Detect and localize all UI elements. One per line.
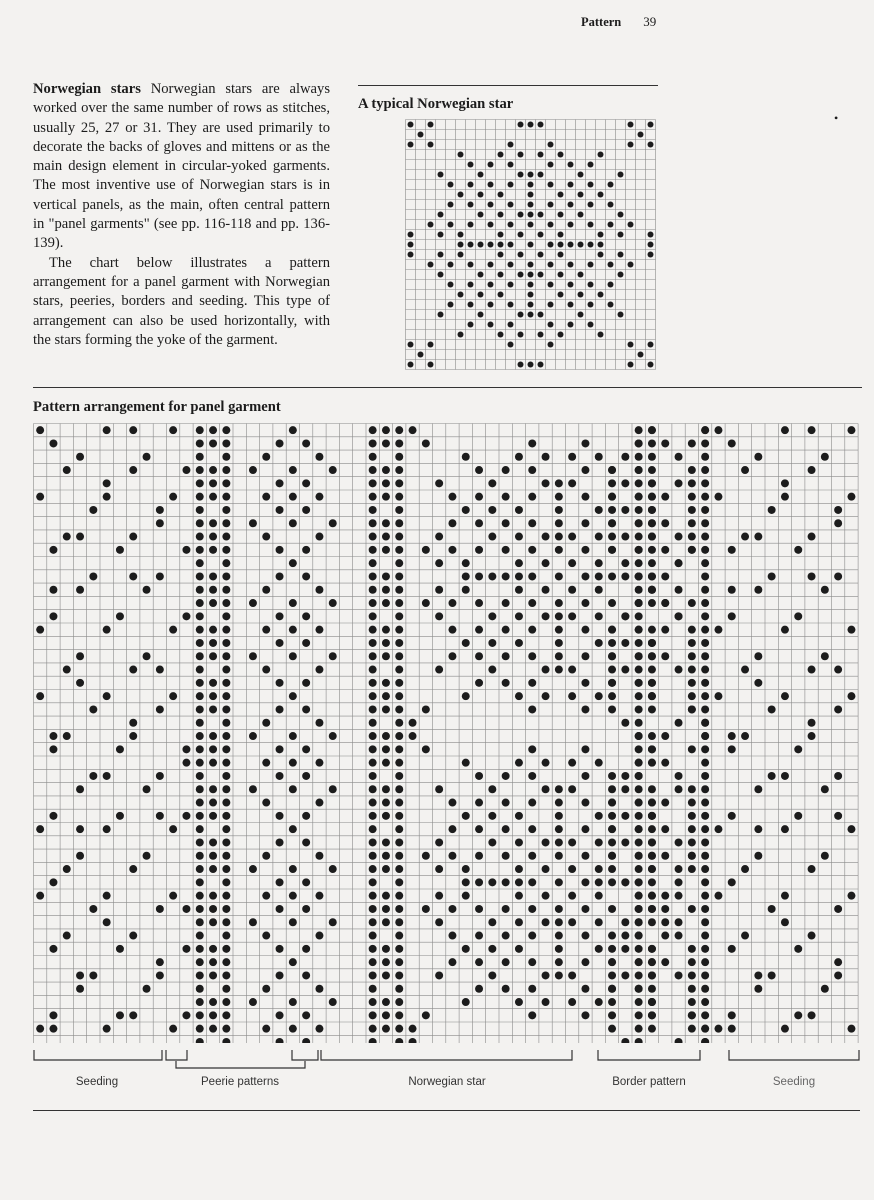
panel-chart-title: Pattern arrangement for panel garment bbox=[33, 399, 281, 415]
label-seeding-left: Seeding bbox=[75, 1076, 119, 1088]
bracket-seeding-right bbox=[729, 1050, 859, 1060]
intro-paragraph-2: The chart below illustrates a pattern arrangement for a panel garment with Norwegian stars, peeries, borders and seeding. This type of arrangement can also be used horizontally, with the stars forming the yoke of the garment. bbox=[33, 254, 330, 348]
bottom-rule bbox=[33, 1110, 860, 1111]
bracket-peerie-group bbox=[176, 1061, 305, 1068]
bracket-peerie-1 bbox=[166, 1050, 187, 1060]
bracket-seeding-left bbox=[34, 1050, 162, 1060]
label-norwegian-star: Norwegian star bbox=[408, 1076, 486, 1088]
intro-body-1: Norwegian stars are always worked over the same number of rows as stitches, usually 25, 27 or 31. They are used primarily to decorate the backs of gloves and mittens or as the main design element in circular-yoked garments. The most inventive use of Norwegian stars is in vertical panels, as the main, often central pattern in "panel garments" (see pp. 116-118 and pp. 136-139). bbox=[33, 81, 330, 252]
intro-lead: Norwegian stars bbox=[33, 81, 141, 97]
label-border-pattern: Border pattern bbox=[612, 1076, 686, 1088]
section-name: Pattern bbox=[581, 15, 622, 29]
stray-dot: • bbox=[834, 111, 839, 125]
bracket-peerie-2 bbox=[292, 1050, 318, 1060]
bracket-border bbox=[598, 1050, 700, 1060]
label-seeding-right: Seeding bbox=[772, 1076, 816, 1088]
label-peerie-patterns: Peerie patterns bbox=[201, 1076, 279, 1088]
page-number: 39 bbox=[643, 14, 657, 29]
star-chart-title: A typical Norwegian star bbox=[358, 96, 514, 112]
bracket-star bbox=[321, 1050, 572, 1060]
